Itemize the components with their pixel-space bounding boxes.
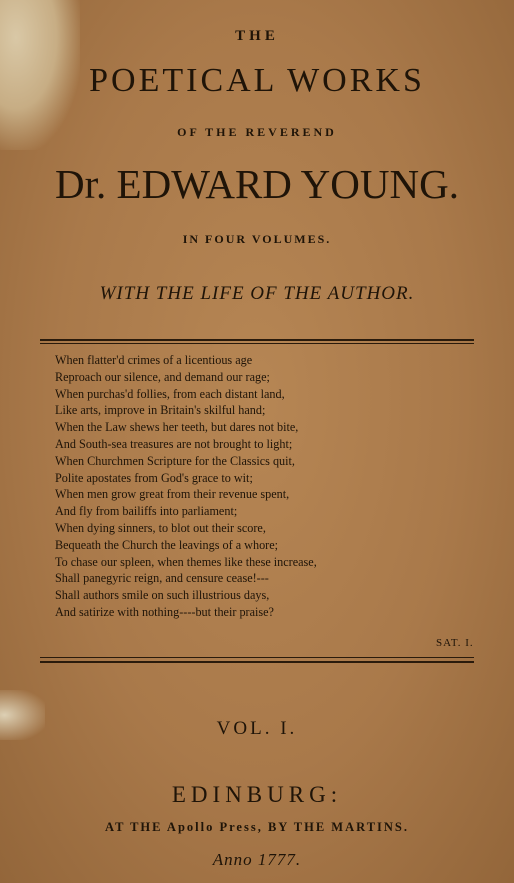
imprint-printer: AT THE Apollo Press, BY THE MARTINS. — [104, 820, 410, 834]
divider-bottom-thin — [40, 657, 474, 658]
divider-bottom — [40, 661, 474, 663]
heading-of-the-reverend: OF THE REVEREND — [177, 125, 337, 139]
epigraph-line: When purchas'd follies, from each distant land, — [55, 386, 285, 401]
divider-top — [40, 339, 474, 341]
heading-poetical-works: POETICAL WORKS — [89, 62, 425, 99]
epigraph-line: Bequeath the Church the leavings of a whore; — [55, 537, 279, 552]
epigraph-line: And fly from bailiffs into parliament; — [55, 504, 238, 519]
imprint-date: Anno 1777. — [212, 850, 302, 869]
epigraph-line: When Churchmen Scripture for the Classics quit, — [55, 453, 295, 468]
epigraph-line: Shall panegyric reign, and censure cease!--- — [55, 571, 269, 586]
epigraph-line: And South-sea treasures are not brought to light; — [55, 436, 293, 451]
epigraph-line: Shall authors smile on such illustrious days, — [55, 588, 270, 603]
heading-the: THE — [235, 28, 279, 44]
epigraph-line: Polite apostates from God's grace to wit; — [55, 470, 253, 485]
author-name: Dr. EDWARD YOUNG. — [55, 161, 459, 207]
epigraph-line: Like arts, improve in Britain's skilful hand; — [55, 403, 266, 418]
epigraph-line: And satirize with nothing----but their praise? — [55, 604, 274, 619]
epigraph-line: Reproach our silence, and demand our rage; — [55, 369, 270, 384]
volume-count: IN FOUR VOLUMES. — [182, 232, 332, 246]
volume-number: VOL. I. — [216, 718, 298, 739]
epigraph-line: When flatter'd crimes of a licentious age — [55, 353, 253, 367]
epigraph-line: When dying sinners, to blot out their score, — [55, 520, 266, 535]
imprint-place: EDINBURG: — [171, 782, 343, 807]
epigraph-line: To chase our spleen, when themes like these increase, — [55, 554, 317, 569]
epigraph-line: When the Law shews her teeth, but dares not bite, — [55, 420, 299, 435]
with-life-line: WITH THE LIFE OF THE AUTHOR. — [99, 283, 415, 304]
epigraph-source: SAT. I. — [436, 637, 474, 649]
epigraph-line: When men grow great from their revenue spent, — [55, 487, 290, 502]
divider-top-thin — [40, 343, 474, 344]
epigraph — [55, 352, 475, 621]
